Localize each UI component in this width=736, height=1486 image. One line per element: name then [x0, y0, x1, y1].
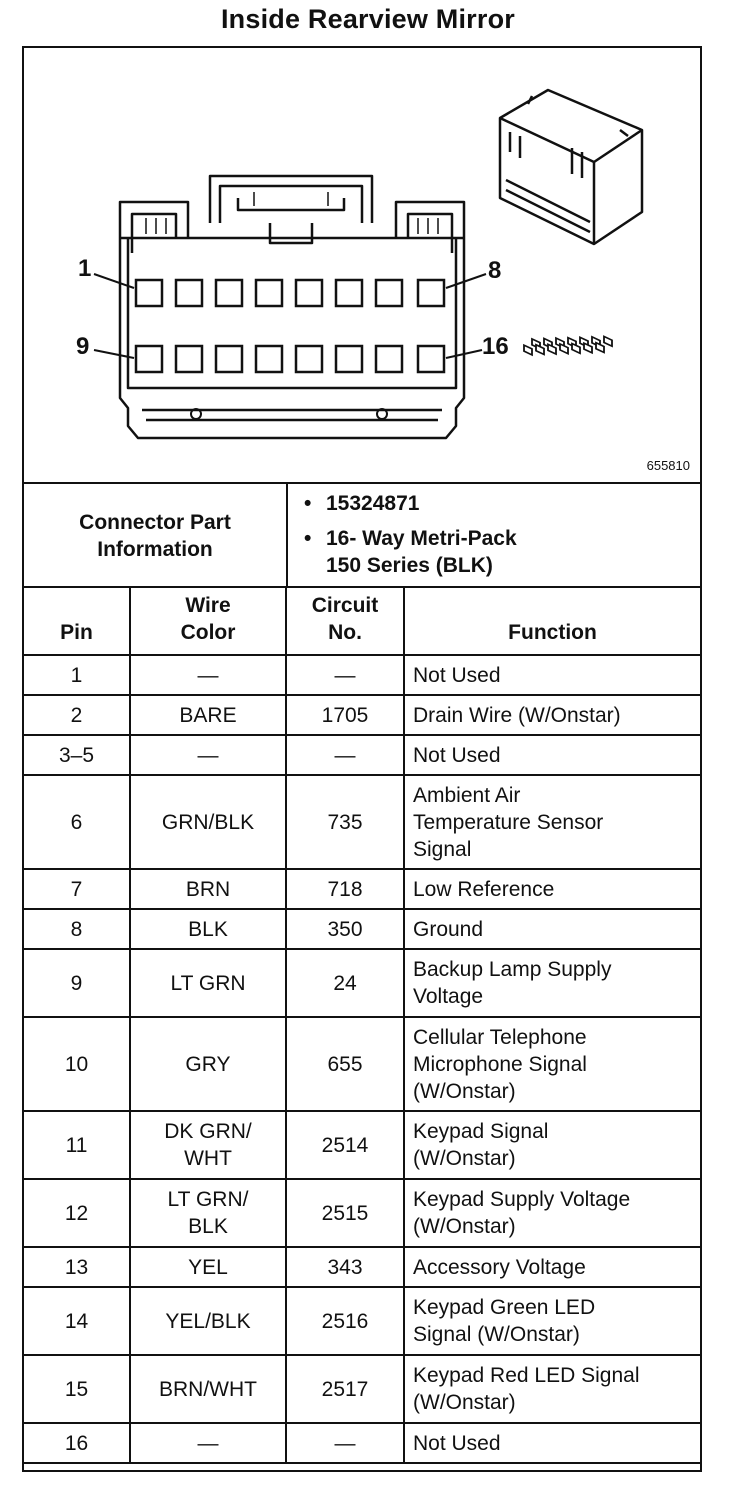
cell-function: [404, 1355, 700, 1423]
header-pin: Pin: [24, 587, 130, 655]
connector-isometric-drawing: [500, 90, 642, 244]
table-row: [24, 735, 700, 775]
cell-wire-color-line: —: [197, 743, 219, 767]
cell-circuit: 24: [286, 949, 404, 1017]
cell-wire-color-line: —: [197, 1431, 219, 1455]
cell-circuit: 2517: [286, 1355, 404, 1423]
cell-pin: 3–5: [24, 735, 130, 775]
cell-pin: 12: [24, 1179, 130, 1247]
cell-wire-color-line: BLK: [188, 917, 228, 941]
cell-circuit: 1705: [286, 695, 404, 735]
connector-part-info-values: [288, 484, 700, 588]
cell-function: [404, 1287, 700, 1355]
cell-circuit: 718: [286, 869, 404, 909]
cavity-row-bottom: [136, 346, 444, 372]
pin-16-label: 16: [482, 333, 509, 360]
cell-function: [404, 949, 700, 1017]
cell-pin: 16: [24, 1423, 130, 1463]
cell-pin: 7: [24, 869, 130, 909]
cell-function-line: Ground: [413, 917, 484, 941]
info-label-line: Information: [97, 538, 213, 561]
cell-function-line: Temperature Sensor: [413, 810, 604, 834]
cell-function: [404, 735, 700, 775]
info-label-line: Connector Part: [79, 511, 231, 534]
cell-function-line: Not Used: [413, 1431, 501, 1455]
cell-function: [404, 1111, 700, 1179]
cell-pin: 11: [24, 1111, 130, 1179]
pinout-table: [24, 586, 700, 1464]
cell-function: [404, 1179, 700, 1247]
part-number: • 15324871: [326, 490, 700, 517]
cell-function-line: Signal (W/Onstar): [413, 1323, 580, 1346]
header-wire-color: Wire Color: [130, 587, 286, 655]
cell-function-line: Low Reference: [413, 877, 555, 901]
cell-function-line: Microphone Signal: [413, 1052, 587, 1076]
table-row: [24, 695, 700, 735]
table-row: [24, 1179, 700, 1247]
cell-function-line: Backup Lamp Supply: [413, 958, 612, 981]
cell-wire-color: [130, 695, 286, 735]
cell-wire-color-line: —: [197, 663, 219, 687]
header-circuit-no: Circuit No.: [286, 587, 404, 655]
cell-wire-color: [130, 1423, 286, 1463]
cell-wire-color: [130, 655, 286, 695]
cell-wire-color: [130, 775, 286, 869]
cell-wire-color: [130, 909, 286, 949]
cell-circuit: —: [286, 735, 404, 775]
table-row: [24, 1287, 700, 1355]
table-row: [24, 949, 700, 1017]
cell-pin: 9: [24, 949, 130, 1017]
cell-function-line: Keypad Signal: [413, 1120, 549, 1143]
connector-part-info: [24, 482, 700, 588]
cell-function-line: Keypad Red LED Signal: [413, 1364, 640, 1387]
cell-wire-color: [130, 1287, 286, 1355]
cell-pin: 13: [24, 1247, 130, 1287]
cell-pin: 14: [24, 1287, 130, 1355]
cell-function-line: Not Used: [413, 743, 501, 767]
cell-wire-color-line: BRN: [185, 877, 231, 901]
pin-9-label: 9: [76, 333, 90, 360]
table-row: [24, 775, 700, 869]
cell-circuit: 2514: [286, 1111, 404, 1179]
table-row: [24, 869, 700, 909]
cell-function-line: Drain Wire (W/Onstar): [413, 703, 621, 727]
connector-diagram: [24, 48, 700, 482]
cell-wire-color: [130, 735, 286, 775]
table-row: [24, 1247, 700, 1287]
table-row: [24, 1017, 700, 1111]
cell-circuit: —: [286, 1423, 404, 1463]
pinout-rows: [24, 655, 700, 1463]
cell-pin: 1: [24, 655, 130, 695]
cell-function-line: (W/Onstar): [413, 1391, 516, 1414]
cell-function-line: Accessory Voltage: [413, 1255, 586, 1279]
cell-circuit: 2515: [286, 1179, 404, 1247]
cell-function-line: Ambient Air: [413, 783, 521, 807]
cell-function: [404, 1247, 700, 1287]
cell-function-line: (W/Onstar): [413, 1079, 516, 1103]
cell-wire-color-line: YEL: [188, 1255, 228, 1279]
cell-wire-color-line: LT GRN: [170, 971, 246, 995]
cell-wire-color: [130, 949, 286, 1017]
connector-description: • 16- Way Metri-Pack 150 Series (BLK): [326, 525, 700, 579]
cell-circuit: 655: [286, 1017, 404, 1111]
cell-wire-color-line: YEL/BLK: [165, 1309, 251, 1333]
cell-circuit: 350: [286, 909, 404, 949]
cell-function: [404, 869, 700, 909]
figure-number: 655810: [646, 458, 690, 473]
cell-function-line: (W/Onstar): [413, 1215, 516, 1238]
cell-circuit: 2516: [286, 1287, 404, 1355]
cell-function: [404, 1017, 700, 1111]
cell-function-line: Signal: [413, 837, 472, 861]
cell-pin: 2: [24, 695, 130, 735]
table-row: [24, 1423, 700, 1463]
cell-wire-color-line: BARE: [179, 703, 237, 727]
cell-pin: 8: [24, 909, 130, 949]
cell-function-line: (W/Onstar): [413, 1147, 516, 1170]
cell-function-line: Cellular Telephone: [413, 1025, 587, 1049]
table-row: [24, 1355, 700, 1423]
cell-circuit: 735: [286, 775, 404, 869]
connector-face-drawing: [24, 48, 700, 482]
cavity-row-top: [136, 280, 444, 306]
cell-function-line: Not Used: [413, 663, 501, 687]
pin-1-label: 1: [78, 255, 92, 282]
cell-function-line: Keypad Supply Voltage: [413, 1188, 631, 1211]
cell-wire-color: [130, 1355, 286, 1423]
cell-wire-color-line: GRY: [185, 1052, 231, 1076]
cell-wire-color: [130, 1179, 286, 1247]
cell-wire-color: [130, 869, 286, 909]
page-title: Inside Rearview Mirror: [220, 4, 515, 34]
table-row: [24, 909, 700, 949]
cell-circuit: —: [286, 655, 404, 695]
header-function: Function: [404, 587, 700, 655]
cell-pin: 6: [24, 775, 130, 869]
cell-circuit: 343: [286, 1247, 404, 1287]
cell-wire-color: [130, 1247, 286, 1287]
cell-wire-color: [130, 1017, 286, 1111]
cell-pin: 15: [24, 1355, 130, 1423]
cell-wire-color-line: DK GRN/: [164, 1120, 252, 1143]
table-row: [24, 1111, 700, 1179]
cell-wire-color-line: BRN/WHT: [159, 1377, 257, 1401]
cell-wire-color-line: BLK: [188, 1215, 228, 1238]
cell-wire-color-line: WHT: [184, 1147, 232, 1170]
cell-function: [404, 909, 700, 949]
cell-function-line: Keypad Green LED: [413, 1296, 596, 1319]
cell-function: [404, 1423, 700, 1463]
cell-function: [404, 775, 700, 869]
cell-function: [404, 695, 700, 735]
pin-8-label: 8: [488, 257, 502, 284]
cell-function-line: Voltage: [413, 985, 484, 1008]
cell-function: [404, 655, 700, 695]
table-header-row: [24, 587, 700, 655]
cell-wire-color: [130, 1111, 286, 1179]
table-row: [24, 655, 700, 695]
cell-wire-color-line: GRN/BLK: [161, 810, 255, 834]
cell-pin: 10: [24, 1017, 130, 1111]
cell-wire-color-line: LT GRN/: [167, 1188, 249, 1211]
connector-sheet: [22, 46, 702, 1472]
connector-part-info-label: [24, 484, 288, 588]
